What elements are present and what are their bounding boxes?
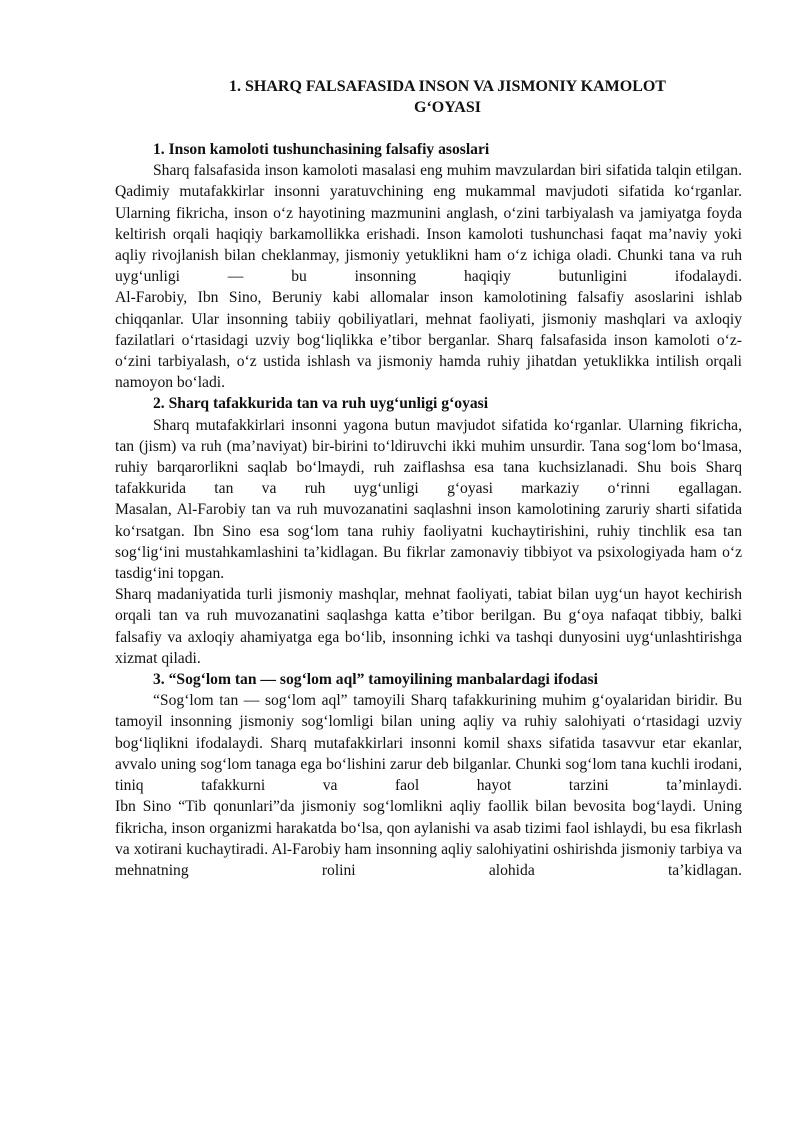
section-1-paragraph-2: Al-Farobiy, Ibn Sino, Beruniy kabi allomalar inson kamolotining falsafiy asoslarini ishlab chiqqanlar. Ular insonning tabiiy qobiliyatlari, mehnat faoliyati, jismoniy mashqlari va axloqiy fazilatlari o‘rtasidagi uzviy bog‘liqlikka e’tibor berganlar. Sharq falsafasida inson kamoloti o‘z-o‘zini tarbiyalash, o‘z ustida ishlash va jismoniy hamda ruhiy jihatdan yetuklikka intilish orqali namoyon bo‘ladi. bbox=[115, 289, 742, 392]
document-title bbox=[115, 76, 742, 118]
section-2-paragraph-1: Sharq mutafakkirlari insonni yagona butun mavjudot sifatida ko‘rganlar. Ularning fikricha, tan (jism) va ruh (ma’naviyat) bir-birini to‘ldiruvchi ikki muhim unsurdir. Tana sog‘lom bo‘lmasa, ruhiy barqarorlikni saqlab bo‘lmaydi, ruh zaiflashsa esa tana kuchsizlanadi. Shu bois Sharq tafakkurida tan va ruh uyg‘unligi g‘oyasi markaziy o‘rinni egallagan. bbox=[115, 416, 742, 498]
section-2-heading: 2. Sharq tafakkurida tan va ruh uyg‘unligi g‘oyasi bbox=[153, 395, 489, 413]
section-3-paragraph-2: Ibn Sino “Tib qonunlari”da jismoniy sog‘lomlikni aqliy faollik bilan bevosita bog‘laydi. Uning fikricha, inson organizmi harakatda bo‘lsa, qon aylanishi va asab tizimi faol ishlaydi, bu esa fikrlash va xotirani kuchaytiradi. Al-Farobiy ham insonning aqliy salohiyatini oshirishda jismoniy tarbiya va mehnatning rolini alohida ta’kidlagan. bbox=[115, 798, 742, 879]
section-1-paragraph-1: Sharq falsafasida inson kamoloti masalasi eng muhim mavzulardan biri sifatida talqin etilgan. Qadimiy mutafakkirlar insonni yaratuvchining eng mukammal mavjudoti sifatida ko‘rganlar. Ularning fikricha, inson o‘z hayotining mazmunini anglash, o‘zini tarbiyalash va jamiyatga foyda keltirish orqali haqiqiy barkamollikka erishadi. Inson kamoloti tushunchasi faqat ma’naviy yoki aqliy rivojlanish bilan cheklanmay, jismoniy yetuklikni ham o‘z ichiga oladi. Chunki tana va ruh uyg‘unligi — bu insonning haqiqiy butunligini ifodalaydi. bbox=[115, 162, 742, 286]
section-2-paragraph-3: Sharq madaniyatida turli jismoniy mashqlar, mehnat faoliyati, tabiat bilan uyg‘un hayot kechirish orqali tan va ruh muvozanatini saqlashga katta e’tibor berilgan. Bu g‘oya nafaqat tibbiy, balki falsafiy va axloqiy ahamiyatga ega bo‘lib, insonning ichki va tashqi dunyosini uyg‘unlashtirishga xizmat qiladi. bbox=[115, 586, 742, 667]
document-body bbox=[115, 76, 742, 881]
section-1-heading: 1. Inson kamoloti tushunchasining falsafiy asoslari bbox=[153, 141, 490, 158]
section-3-heading: 3. “Sog‘lom tan — sog‘lom aql” tamoyilining manbalardagi ifodasi bbox=[153, 671, 598, 689]
section-3-paragraph-1: “Sog‘lom tan — sog‘lom aql” tamoyili Sharq tafakkurining muhim g‘oyalaridan biridir. Bu tamoyil insonning jismoniy sog‘lomligi bilan uning aqliy va ruhiy salohiyati o‘rtasidagi uzviy bog‘liqlikni ifodalaydi. Sharq mutafakkirlari insonni komil shaxs sifatida tasavvur etar ekanlar, avvalo uning sog‘lom tanaga ega bo‘lishini zarur deb bilganlar. Chunki sog‘lom tana kuchli irodani, tiniq tafakkurni va faol hayot tarzini ta’minlaydi. bbox=[115, 692, 742, 795]
section-2-paragraph-2: Masalan, Al-Farobiy tan va ruh muvozanatini saqlashni inson kamolotining zaruriy sharti sifatida ko‘rsatgan. Ibn Sino esa sog‘lom tana ruhiy faoliyatni kuchaytirishini, ruhiy tinchlik esa tan sog‘lig‘ini mustahkamlashini ta’kidlagan. Bu fikrlar zamonaviy tibbiyot va psixologiyada ham o‘z tasdig‘ini topgan. bbox=[115, 501, 742, 583]
document-title-line-2: G‘OYASI bbox=[414, 99, 481, 116]
document-title-line-1: 1. SHARQ FALSAFASIDA INSON VA JISMONIY KAMOLOT bbox=[229, 78, 666, 95]
